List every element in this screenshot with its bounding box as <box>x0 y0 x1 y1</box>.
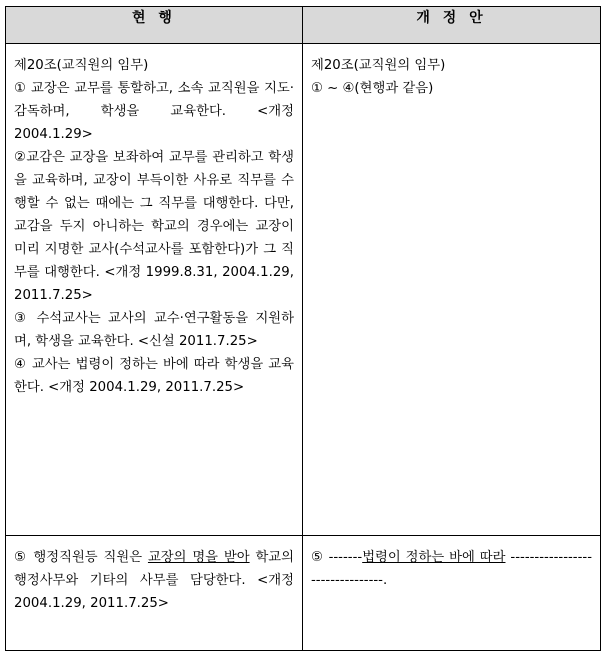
article-title: 제20조(교직원의 임무) <box>14 58 149 74</box>
header-proposed: 개 정 안 <box>303 7 601 44</box>
clause-5-rest: --------------------------------. <box>311 550 592 589</box>
clause-5-amended <box>311 546 592 592</box>
header-current: 현 행 <box>6 7 303 44</box>
table-row <box>6 44 601 536</box>
clause-3: ③ 수석교사는 교사의 교수·연구활동을 지원하며, 학생을 교육한다. <신설 2011.7.25> <box>14 311 294 350</box>
table-row <box>6 536 601 651</box>
current-cell-article20 <box>6 44 303 536</box>
current-cell-clause5 <box>6 536 303 651</box>
clause-2: ②교감은 교장을 보좌하여 교무를 관리하고 학생을 교육하며, 교장이 부득이한 사유로 직무를 수행할 수 없는 때에는 그 직무를 대행한다. 다만, 교감을 두지 아니하는 학교의 경우에는 교장이 미리 지명한 교사(수석교사를 포함한다)가 그 직무를 대행한다. <개정 1999.8.31, 2004.1.29, 2011.7.25> <box>14 150 294 304</box>
clause-5-rest: 학교의 행정사무와 기타의 사무를 담당한다. <개정 2004.1.29, 2011.7.25> <box>14 550 294 612</box>
header-row <box>6 7 601 44</box>
clause-1-4: ① ~ ④(현행과 같음) <box>311 81 434 97</box>
clause-5 <box>14 546 294 615</box>
comparison-table <box>5 6 601 651</box>
clause-5-underlined: 교장의 명을 받아 <box>147 550 250 566</box>
clause-4: ④ 교사는 법령이 정하는 바에 따라 학생을 교육한다. <개정 2004.1.29, 2011.7.25> <box>14 357 294 396</box>
proposed-cell-article20 <box>303 44 601 536</box>
article-title: 제20조(교직원의 임무) <box>311 58 446 74</box>
clause-1: ① 교장은 교무를 통할하고, 소속 교직원을 지도·감독하며, 학생을 교육한다. <개정 2004.1.29> <box>14 81 294 143</box>
clause-5-underlined: 법령이 정하는 바에 따라 <box>362 550 506 566</box>
clause-5-lead: ⑤ ------- <box>311 550 363 566</box>
clause-5-lead: ⑤ 행정직원등 직원은 <box>14 550 148 566</box>
proposed-cell-clause5 <box>303 536 601 651</box>
